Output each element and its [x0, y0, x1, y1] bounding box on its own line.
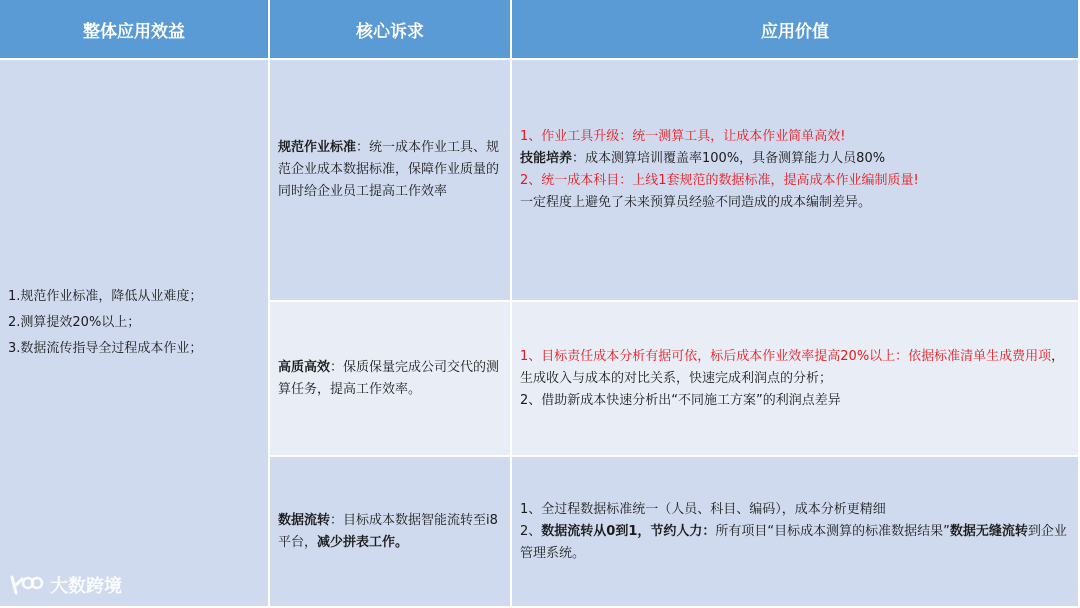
value-flow-line1: 1、全过程数据标准统一（人员、科目、编码），成本分析更精细	[520, 501, 886, 517]
demand-flow-text: ：目标成本数据智能流转至i8平台，	[278, 512, 498, 550]
value-standard-line2: 技能培养：成本测算培训覆盖率100%，具备测算能力人员80%	[520, 151, 886, 166]
logo-icon	[8, 573, 44, 597]
value-flow	[512, 457, 1080, 608]
header-demand: 核心诉求	[270, 0, 512, 60]
value-standard-line1: 1、作业工具升级：统一测算工具，让成本作业简单高效!	[520, 129, 846, 144]
value-quality-line1: 1、目标责任成本分析有据可依，标后成本作业效率提高20%以上：依据标准清单生成费用项，生成收入与成本的对比关系，快速完成利润点的分析；	[520, 348, 1065, 386]
demand-standard-title: 规范作业标准	[278, 140, 357, 155]
value-flow-line2: 2、数据流转从0到1，节约人力：所有项目“目标成本测算的标准数据结果”数据无缝流转到企业管理系统。	[520, 523, 1067, 561]
header-value: 应用价值	[512, 0, 1080, 60]
demand-flow	[270, 457, 512, 608]
value-quality-line2: 2、借助新成本快速分析出“不同施工方案”的利润点差异	[520, 392, 841, 408]
header-overall: 整体应用效益	[0, 0, 270, 60]
overall-item-1: 1.规范作业标准，降低从业难度；	[8, 289, 203, 304]
overall-item-3: 3.数据流传指导全过程成本作业；	[8, 341, 203, 356]
demand-quality-text: ：保质保量完成公司交代的测算任务，提高工作效率。	[278, 359, 500, 397]
watermark-logo	[8, 572, 122, 598]
demand-quality	[270, 302, 512, 457]
logo-text: 大数跨境	[50, 576, 122, 597]
demand-flow-title: 数据流转	[278, 512, 331, 528]
demand-flow-bold-tail: 减少拼表工作。	[317, 534, 409, 550]
overall-item-2: 2.测算提效20%以上；	[8, 315, 141, 330]
overall-benefits	[0, 60, 270, 608]
value-standard	[512, 60, 1080, 302]
demand-standard-text: ：统一成本作业工具、规范企业成本数据标准，保障作业质量的同时给企业员工提高工作效率	[278, 140, 500, 199]
demand-quality-title: 高质高效	[278, 359, 331, 375]
value-quality	[512, 302, 1080, 457]
demand-standard	[270, 60, 512, 302]
value-standard-line4: 一定程度上避免了未来预算员经验不同造成的成本编制差异。	[520, 195, 872, 210]
value-standard-line3: 2、统一成本科目：上线1套规范的数据标准，提高成本作业编制质量!	[520, 173, 919, 188]
